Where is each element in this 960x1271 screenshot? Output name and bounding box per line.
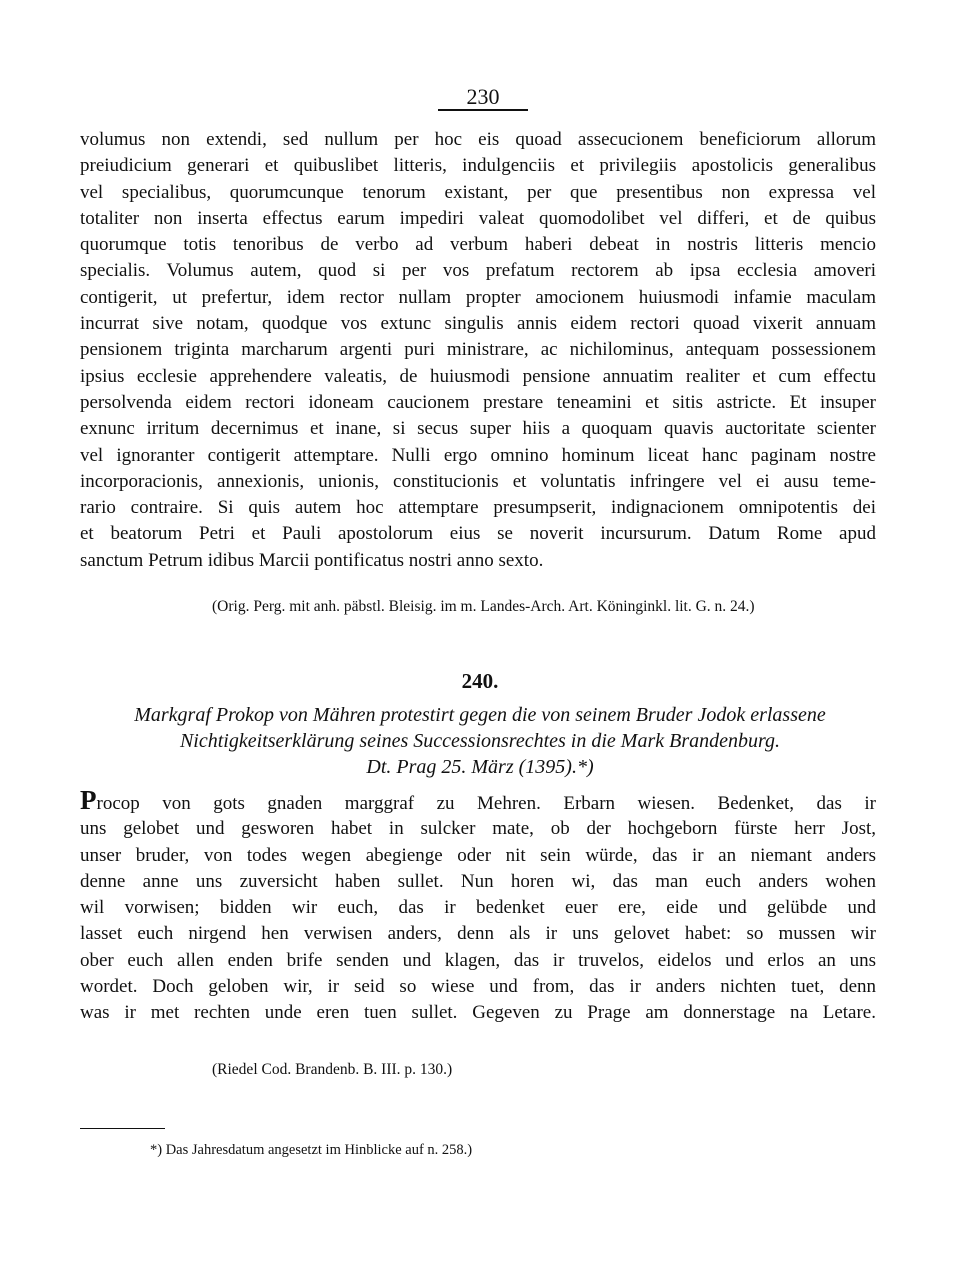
text-line: incurrat sive notam, quodque vos extunc singulis annis eidem rectori quoad vixerit annuam: [80, 313, 876, 335]
document-number: 240.: [461, 669, 499, 693]
text-line: contigerit, ut prefertur, idem rector nullam propter amocionem huiusmodi infamie maculam: [80, 286, 876, 308]
text-line: ipsius ecclesie apprehendere valeatis, de huiusmodi pensione annuatim realiter et cum effectu: [80, 365, 876, 387]
text-line: specialis. Volumus autem, quod si per vos prefatum rectorem ab ipsa ecclesia amoveri: [80, 260, 876, 282]
text-line: totaliter non inserta effectus earum impediri valeat quomodolibet vel differi, et de quibus: [80, 207, 876, 229]
text-line: uns gelobet und gesworen habet in sulcker mate, ob der hochgeborn fürste herr Jost,: [80, 818, 876, 840]
body-paragraph-2: [80, 785, 876, 1027]
source-citation: (Orig. Perg. mit anh. päbstl. Bleisig. im m. Landes-Arch. Art. Köninginkl. lit. G. n. 24.): [212, 598, 755, 615]
text-line: wordet. Doch geloben wir, ir seid so wiese und from, das ir anders nichten tuet, denn: [80, 976, 876, 998]
text-line: et beatorum Petri et Pauli apostolorum eius se noverit incursurum. Datum Rome apud: [80, 523, 876, 545]
document-heading-line: Nichtigkeitserklärung seines Successionsrechtes in die Mark Brandenburg.: [179, 730, 781, 752]
text-line: preiudicium generari et quibuslibet litteris, indulgenciis et privilegiis apostolicis generalibus: [80, 155, 876, 177]
text-line: was ir met rechten unde eren tuen sullet. Gegeven zu Prage am donnerstage na Letare.: [80, 1002, 876, 1024]
text-line: quorumque totis tenoribus de verbo ad verbum haberi debeat in nostris litteris mencio: [80, 234, 876, 256]
text-line: lasset euch nirgend hen verwisen anders, denn als ir uns gelovet habet: so mussen wir: [80, 923, 876, 945]
page-number-rule: [438, 109, 528, 111]
footnote-rule: [80, 1128, 165, 1129]
text-line: vel ignoranter contigerit attemptare. Nulli ergo omnino hominum liceat hanc paginam nostre: [80, 444, 876, 466]
text-line: unser bruder, von todes wegen abegienge oder nit sein würde, das ir an niemant anders: [80, 844, 876, 866]
text-line: denne anne uns zuversicht haben sullet. Nun horen wi, das man euch anders wohen: [80, 870, 876, 892]
text-line: incorporacionis, annexionis, unionis, constitucionis et voluntatis infringere vel ei ausu teme-: [80, 470, 876, 492]
text-line: volumus non extendi, sed nullum per hoc eis quoad assecucionem beneficiorum allorum: [80, 129, 876, 150]
text-line: exnunc irritum decernimus et inane, si secus super hiis a quoquam quavis auctoritate scienter: [80, 418, 876, 440]
text-line: persolvenda eidem rectori idoneam caucionem prestare teneamini et sitis astricte. Et insuper: [80, 391, 876, 413]
page-number: 230: [466, 84, 500, 109]
text-line: rario contraire. Si quis autem hoc attemptare presumpserit, indignacionem omnipotentis dei: [80, 497, 876, 519]
text-line: sanctum Petrum idibus Marcii pontificatus nostri anno sexto.: [80, 549, 544, 571]
text-line: [80, 785, 876, 816]
document-heading-line: Markgraf Prokop von Mähren protestirt gegen die von seinem Bruder Jodok erlassene: [134, 704, 826, 726]
text-line: ober euch allen enden brife senden und klagen, das ir truvelos, eidelos und erlos an uns: [80, 949, 876, 971]
document-date-line: Dt. Prag 25. März (1395).*): [366, 756, 594, 778]
body-paragraph-1: [80, 127, 876, 574]
source-citation: (Riedel Cod. Brandenb. B. III. p. 130.): [212, 1061, 453, 1078]
text-line: wil vorwisen; bidden wir euch, das ir bedenket euer ere, eide und gelübde und: [80, 897, 876, 919]
first-line-text: rocop von gots gnaden marggraf zu Mehren. Erbarn wiesen. Bedenket, das ir: [96, 793, 876, 814]
text-line: vel specialibus, quorumcunque tenorum existant, per que presentibus non expressa vel: [80, 181, 876, 203]
footnote: *) Das Jahresdatum angesetzt im Hinblicke auf n. 258.): [150, 1142, 473, 1158]
initial-letter: P: [80, 785, 97, 815]
text-line: pensionem triginta marcharum argenti puri ministrare, ac nichilominus, antequam possessionem: [80, 339, 876, 361]
